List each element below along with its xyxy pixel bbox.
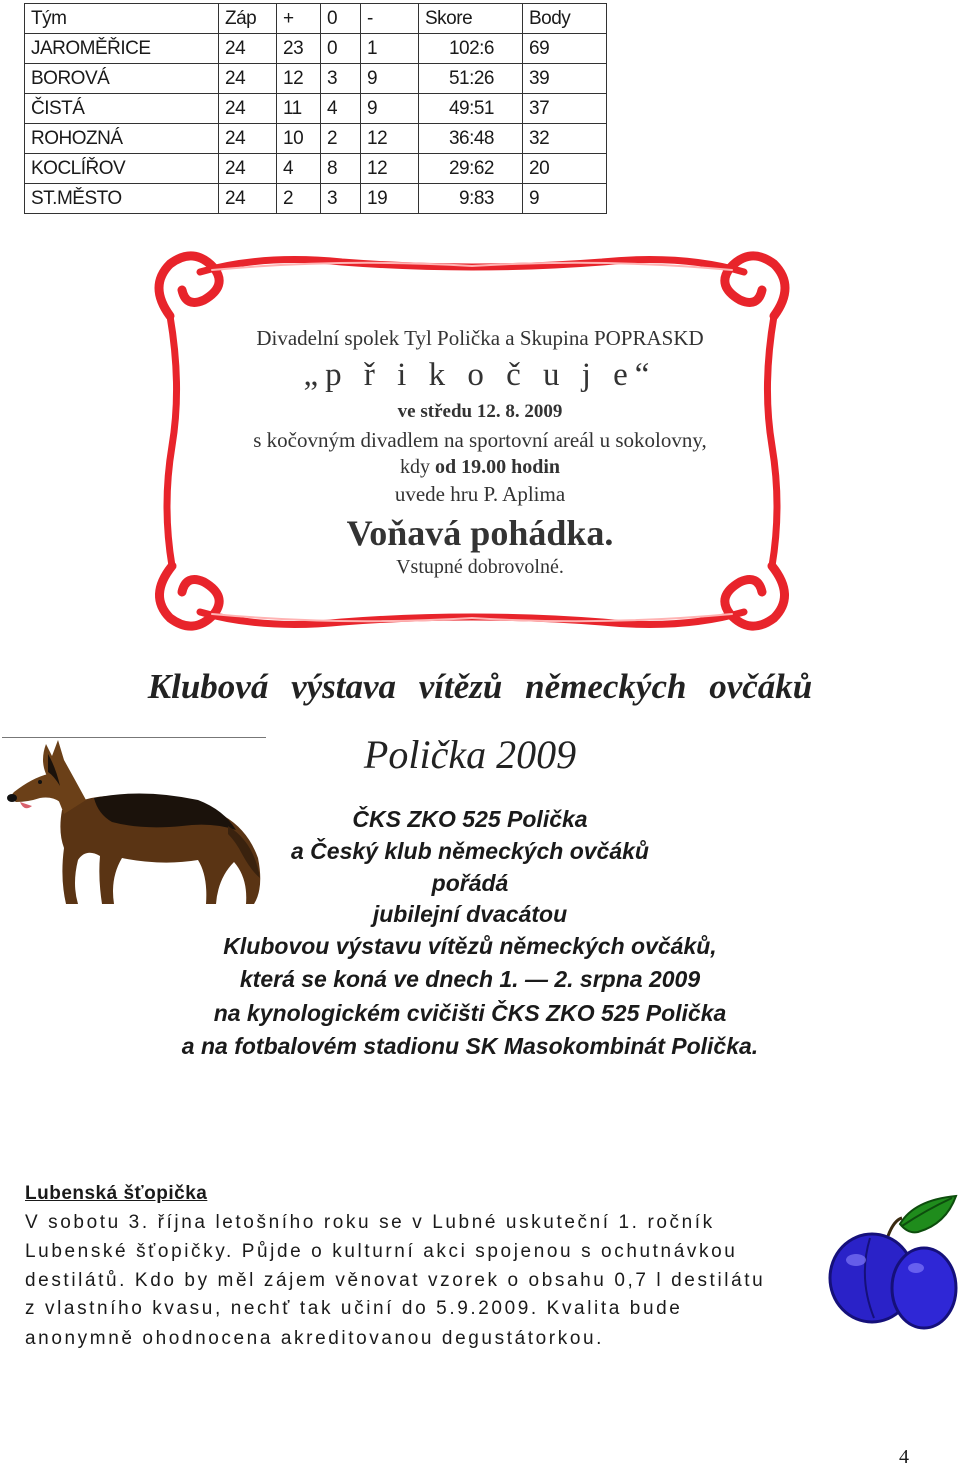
table-cell: 51:26 xyxy=(419,64,523,94)
dog-show-line: ČKS ZKO 525 Polička xyxy=(352,806,588,832)
table-row xyxy=(25,34,607,64)
dog-show-line: a Český klub německých ovčáků xyxy=(291,838,649,864)
table-cell: 12 xyxy=(361,124,419,154)
table-cell: 10 xyxy=(277,124,321,154)
dog-show-line: jubilejní dvacátou xyxy=(372,901,568,927)
table-cell: 69 xyxy=(523,34,607,64)
table-cell: 4 xyxy=(321,94,361,124)
table-row xyxy=(25,154,607,184)
table-cell: 36:48 xyxy=(419,124,523,154)
table-cell: BOROVÁ xyxy=(25,64,219,94)
corner-curl-tl xyxy=(159,256,219,316)
table-cell: 12 xyxy=(361,154,419,184)
table-header-cell: Body xyxy=(523,4,607,34)
table-cell: 24 xyxy=(219,64,277,94)
leaf-icon xyxy=(900,1196,956,1232)
table-row xyxy=(25,124,607,154)
table-header-cell: 0 xyxy=(321,4,361,34)
dog-show-subheading: Polička 2009 xyxy=(363,732,577,777)
invitation-presents: „p ř i k o č u j e“ xyxy=(303,357,657,393)
dog-show-line: pořádá xyxy=(431,870,509,896)
lubenska-line: destilátů. Kdo by měl zájem věnovat vzorek o obsahu 0,7 l destilátu xyxy=(25,1270,766,1291)
table-cell: 11 xyxy=(277,94,321,124)
table-cell: ČISTÁ xyxy=(25,94,219,124)
dog-show-line: na kynologickém cvičišti ČKS ZKO 525 Polička xyxy=(213,1000,727,1026)
table-cell: 24 xyxy=(219,154,277,184)
lubenska-line: z vlastního kvasu, nechť tak učiní do 5.9.2009. Kvalita bude xyxy=(25,1298,683,1319)
table-row xyxy=(25,94,607,124)
table-header-cell: - xyxy=(361,4,419,34)
table-cell: 9 xyxy=(523,184,607,214)
dog-show-line: a na fotbalovém stadionu SK Masokombinát Polička. xyxy=(181,1033,759,1059)
ribbon-left xyxy=(167,316,177,566)
table-cell: ROHOZNÁ xyxy=(25,124,219,154)
table-cell: 24 xyxy=(219,94,277,124)
table-header-row xyxy=(25,4,607,34)
table-cell: 102:6 xyxy=(419,34,523,64)
table-cell: 19 xyxy=(361,184,419,214)
table-row xyxy=(25,64,607,94)
table-cell: 23 xyxy=(277,34,321,64)
invitation-admission: Vstupné dobrovolné. xyxy=(396,556,564,578)
table-cell: 9 xyxy=(361,94,419,124)
invitation-time xyxy=(200,456,760,479)
ribbon-right xyxy=(767,316,777,566)
invitation-play-author: uvede hru P. Aplima xyxy=(394,482,566,506)
table-cell: 37 xyxy=(523,94,607,124)
dog-show-heading: Klubová výstava vítězů německých ovčáků xyxy=(147,667,813,706)
table-cell: 1 xyxy=(361,34,419,64)
plum-icon xyxy=(822,1190,960,1340)
lubenska-line: Lubenské šťopičky. Půjde o kulturní akci spojenou s ochutnávkou xyxy=(25,1241,738,1262)
table-cell: KOCLÍŘOV xyxy=(25,154,219,184)
table-cell: 24 xyxy=(219,34,277,64)
lubenska-title: Lubenská šťopička xyxy=(25,1183,208,1204)
table-cell: 24 xyxy=(219,124,277,154)
table-cell: 12 xyxy=(277,64,321,94)
table-cell: 3 xyxy=(321,64,361,94)
lubenska-line: anonymně ohodnocena akreditovanou degustátorkou. xyxy=(25,1328,605,1349)
table-header-cell: + xyxy=(277,4,321,34)
invitation-organizer: Divadelní spolek Tyl Polička a Skupina POPRASKD xyxy=(256,326,704,350)
dog-show-line: která se koná ve dnech 1. — 2. srpna 2009 xyxy=(239,966,701,992)
invitation-time-value: od 19.00 hodin xyxy=(434,456,561,478)
table-cell: 2 xyxy=(321,124,361,154)
invitation-venue: s kočovným divadlem na sportovní areál u sokolovny, xyxy=(253,428,707,452)
invitation-time-prefix: kdy xyxy=(399,456,435,478)
table-cell: 39 xyxy=(523,64,607,94)
table-header-cell: Skore xyxy=(419,4,523,34)
table-cell: ST.MĚSTO xyxy=(25,184,219,214)
table-cell: 49:51 xyxy=(419,94,523,124)
invitation-play-title: Voňavá pohádka. xyxy=(346,513,614,553)
table-header-cell: Tým xyxy=(25,4,219,34)
table-cell: JAROMĚŘICE xyxy=(25,34,219,64)
table-cell: 2 xyxy=(277,184,321,214)
table-cell: 3 xyxy=(321,184,361,214)
table-cell: 32 xyxy=(523,124,607,154)
standings-body xyxy=(25,4,607,214)
table-cell: 29:62 xyxy=(419,154,523,184)
table-cell: 9 xyxy=(361,64,419,94)
lubenska-line: V sobotu 3. října letošního roku se v Lubné uskuteční 1. ročník xyxy=(25,1212,715,1233)
table-cell: 20 xyxy=(523,154,607,184)
table-cell: 9:83 xyxy=(419,184,523,214)
table-row xyxy=(25,184,607,214)
page-number: 4 xyxy=(899,1446,909,1468)
standings-table xyxy=(24,3,607,214)
table-cell: 8 xyxy=(321,154,361,184)
dog-show-line: Klubovou výstavu vítězů německých ovčáků, xyxy=(223,933,717,959)
table-cell: 4 xyxy=(277,154,321,184)
table-header-cell: Záp xyxy=(219,4,277,34)
invitation-date: ve středu 12. 8. 2009 xyxy=(397,401,563,422)
corner-curl-tr xyxy=(725,256,785,316)
table-cell: 24 xyxy=(219,184,277,214)
table-cell: 0 xyxy=(321,34,361,64)
